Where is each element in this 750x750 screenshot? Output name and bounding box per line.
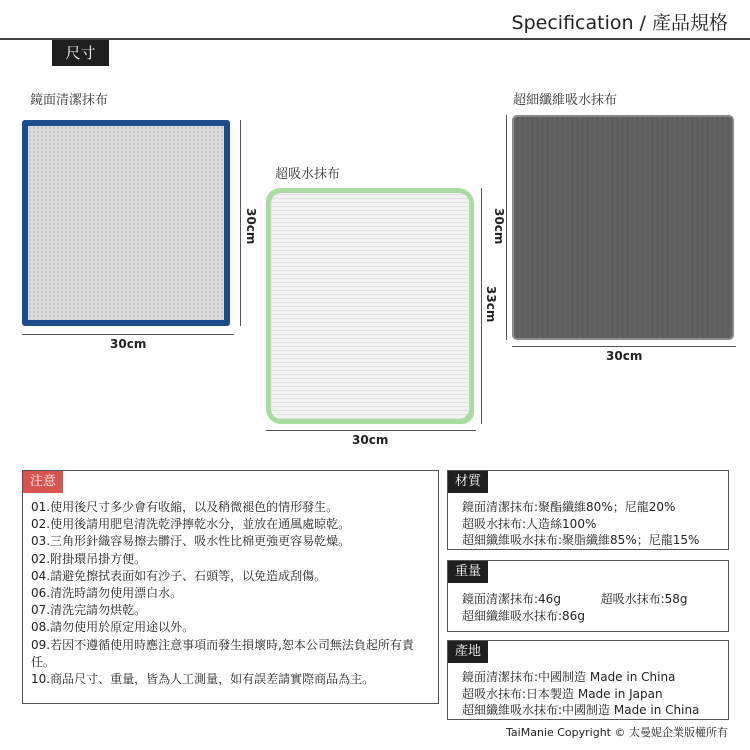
notes-box	[22, 470, 439, 704]
material-title: 材質	[448, 471, 488, 493]
mirror-cloth-label: 鏡面清潔抹布	[30, 93, 109, 108]
origin-lines	[462, 669, 722, 719]
copyright-text: TaiManie Copyright © 太曼妮企業版權所有	[506, 726, 728, 739]
micro-height-label: 30cm	[492, 208, 506, 245]
mirror-width-label: 30cm	[110, 337, 147, 351]
header-divider	[0, 38, 750, 40]
material-line: 超吸水抹布:人造絲100%	[462, 516, 597, 531]
weight-micro: 超細纖維吸水抹布:86g	[462, 608, 585, 623]
absorb-cloth-image	[266, 188, 474, 424]
micro-width-line	[512, 346, 736, 347]
notes-title: 注意	[23, 471, 63, 493]
micro-width-label: 30cm	[606, 349, 643, 363]
micro-height-line	[506, 115, 507, 340]
origin-line: 超吸水抹布:日本製造 Made in Japan	[462, 686, 663, 701]
page-title: Specification / 產品規格	[511, 12, 728, 34]
origin-box	[447, 640, 729, 720]
mirror-width-line	[22, 334, 234, 335]
note-item: 06.清洗時請勿使用漂白水。	[31, 586, 183, 601]
weight-mirror: 鏡面清潔抹布:46g	[462, 592, 561, 606]
material-line: 超細纖維吸水抹布:聚脂纖維85%；尼龍15%	[462, 533, 700, 547]
note-item: 09.若因不遵循使用時應注意事項而發生損壞時,恕本公司無法負起所有責任。	[31, 637, 414, 669]
note-item: 02.使用後請用肥皂清洗乾淨擰乾水分，並放在通風處晾乾。	[31, 517, 351, 532]
absorb-width-label: 30cm	[352, 433, 389, 447]
note-item: 08.請勿使用於原定用途以外。	[31, 620, 195, 635]
note-item: 03.三角形針織容易擦去髒汙、吸水性比棉更強更容易乾燥。	[31, 534, 351, 549]
note-item: 07.清洗完請勿烘乾。	[31, 603, 147, 618]
note-item: 10.商品尺寸、重量，皆為人工測量，如有誤差請實際商品為主。	[31, 672, 375, 687]
origin-line: 超細纖維吸水抹布:中國制造 Made in China	[462, 703, 700, 717]
material-line: 鏡面清潔抹布:聚酯纖維80%；尼龍20%	[462, 500, 676, 514]
micro-cloth-image	[512, 115, 734, 340]
mirror-cloth-image	[22, 120, 230, 326]
material-box	[447, 470, 729, 550]
size-badge: 尺寸	[52, 40, 109, 66]
weight-line	[462, 591, 722, 608]
notes-list	[31, 499, 432, 688]
mirror-height-line	[240, 120, 241, 326]
weight-absorb: 超吸水抹布:58g	[600, 592, 688, 606]
absorb-width-line	[266, 430, 476, 431]
note-item: 04.請避免擦拭表面如有沙子、石頭等，以免造成刮傷。	[31, 568, 327, 583]
absorb-height-label: 33cm	[484, 286, 498, 323]
material-lines	[462, 499, 722, 549]
weight-title: 重量	[448, 561, 488, 583]
absorb-height-line	[481, 188, 482, 424]
mirror-height-label: 30cm	[244, 208, 258, 245]
origin-title: 產地	[448, 641, 488, 663]
weight-box	[447, 560, 729, 632]
micro-cloth-label: 超細纖維吸水抹布	[513, 93, 618, 108]
absorb-cloth-label: 超吸水抹布	[275, 167, 341, 182]
origin-line: 鏡面清潔抹布:中國制造 Made in China	[462, 670, 676, 684]
note-item: 01.使用後尺寸多少會有收縮，以及稍微褪色的情形發生。	[31, 500, 339, 514]
note-item: 02.附掛環吊掛方便。	[31, 551, 147, 566]
weight-lines	[462, 591, 722, 624]
